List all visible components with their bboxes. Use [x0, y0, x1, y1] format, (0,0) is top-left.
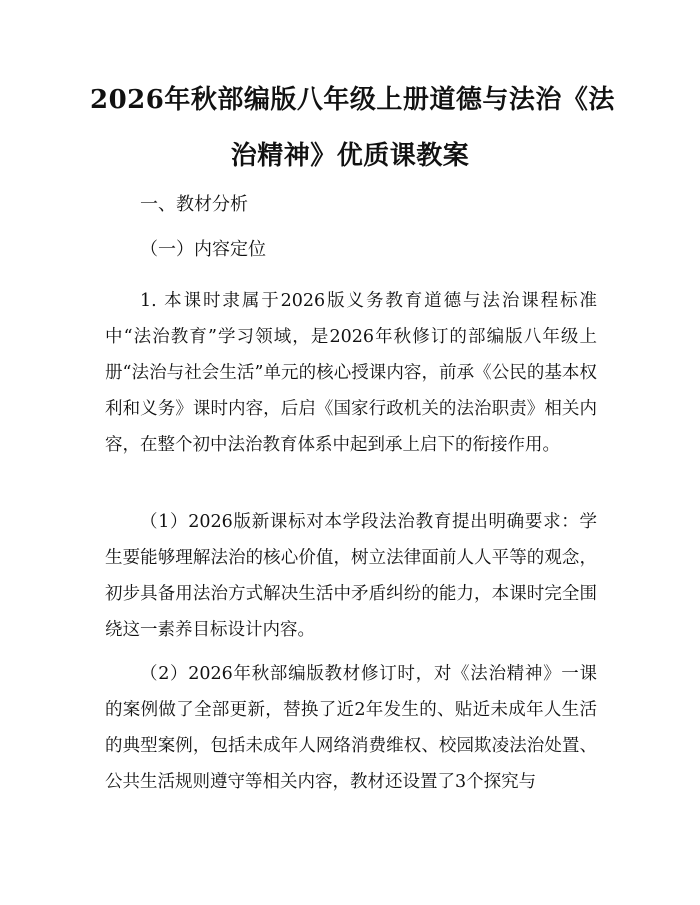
title-line-1: 2026年秋部编版八年级上册道德与法治《法 — [90, 85, 615, 115]
section-heading-textbook-analysis: 一、教材分析 — [140, 194, 248, 215]
document-title — [90, 75, 615, 181]
paragraph-1: 1. 本课时隶属于2026版义务教育道德与法治课程标准中“法治教育”学习领域，是2026年秋修订的部编版八年级上册“法治与社会生活”单元的核心授课内容，前承《公民的基本权利和义务》课时内容，后启《国家行政机关的法治职责》相关内容，在整个初中法治教育体系中起到承上启下的衔接作用。 — [105, 291, 597, 455]
paragraph-3: （2）2026年秋部编版教材修订时，对《法治精神》一课的案例做了全部更新，替换了近2年发生的、贴近未成年人生活的典型案例，包括未成年人网络消费维权、校园欺凌法治处置、公共生活规则遵守等相关内容，教材还设置了3个探究与 — [105, 664, 597, 792]
title-line-2: 治精神》优质课教案 — [230, 141, 470, 171]
subsection-heading-content-positioning: （一）内容定位 — [140, 239, 266, 260]
paragraph-2: （1）2026版新课标对本学段法治教育提出明确要求：学生要能够理解法治的核心价值，树立法律面前人人平等的观念，初步具备用法治方式解决生活中矛盾纠纷的能力，本课时完全围绕这一素养目标设计内容。 — [105, 512, 597, 640]
